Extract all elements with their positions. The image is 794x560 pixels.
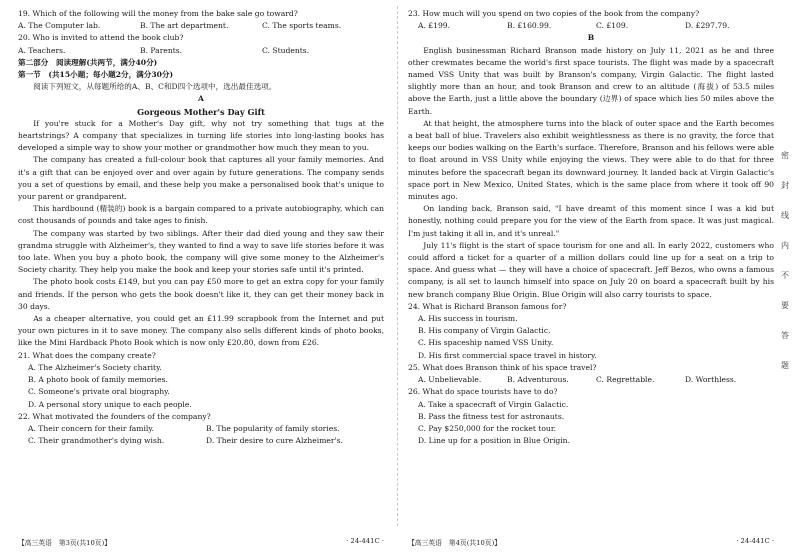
passage-b-paragraph: At that height, the atmosphere turns into the black of outer space and the Earth becomes a beat ball of blue. Travelers also exhibit weightlessness as there is no gravity, the force that keeps our bodies walking on the Earth's surface. Therefore, Branson and his fellows were able to float around in VSS Unity while enjoying the views. They were able to do that for three minutes before the spacecraft began its downward journey. It landed back at Virgin Galactic's space port in New Mexico, United States, which is the same place from where it took off 90 minutes ago.: [408, 118, 774, 202]
question-19-options: [18, 20, 384, 32]
question-22-option-c: C. Their grandmother's dying wish.: [28, 436, 165, 446]
question-26-option-b: B. Pass the fitness test for astronauts.: [418, 411, 565, 421]
passage-a-title: Gorgeous Mother's Day Gift: [137, 106, 265, 117]
instruction-text: 阅读下列短文，从每题所给的A、B、C和D四个选项中，选出最佳选项。: [33, 82, 277, 92]
left-footer-page: 【高三英语 第3页(共10页)】: [18, 539, 112, 547]
passage-b-paragraph: English businessman Richard Branson made history on July 11, 2021 as he and three other crewmates became the world's first space tourists. The flight was made by a spacecraft named VSS Unity that was built by Branson's company, Virgin Galactic. The flight lasted slightly more than an hour, and took Branson and crew to an altitude (海拔) of 53.5 miles above the Earth, just a little above the boundary (边界) of space which lies 50 miles above the Earth.: [408, 45, 774, 116]
question-21-option-d: D. A personal story unique to each people.: [28, 399, 192, 409]
left-column: [18, 8, 384, 447]
seal-char: 要: [781, 301, 789, 310]
question-24-option-d: D. His first commercial space travel in history.: [418, 350, 597, 360]
passage-b-paragraph: On landing back, Branson said, "I have dreamt of this moment since I was a kid but honestly, nothing could prepare you for the view of the Earth from space. It was just magical. I'm just taking it all in, and it's unreal.": [408, 204, 774, 238]
question-22-option-b: B. The popularity of family stories.: [206, 423, 340, 433]
question-21-option-a: A. The Alzheimer's Society charity.: [28, 362, 162, 372]
question-24-stem: 24. What is Richard Branson famous for?: [408, 301, 567, 311]
question-23-option-d: D. £297.79.: [685, 21, 730, 31]
question-23-option-a: A. £199.: [418, 21, 451, 31]
right-column: [408, 8, 774, 447]
question-20-option-a: A. Teachers.: [18, 45, 66, 55]
question-23-stem: 23. How much will you spend on two copies of the book from the company?: [408, 9, 700, 18]
right-footer-code: · 24-441C ·: [736, 537, 774, 545]
question-26-option-a: A. Take a spacecraft of Virgin Galactic.: [418, 399, 569, 409]
question-19-option-a: A. The Computer lab.: [18, 21, 101, 31]
question-20-options: [18, 45, 384, 57]
passage-a-paragraph: If you're stuck for a Mother's Day gift, why not try something that tugs at the heartstrings? A company that specializes in turning life stories into long-lasting books has developed a simple way to show your mother or grandmother how much they mean to you.: [18, 118, 384, 153]
question-23-option-c: C. £109.: [596, 21, 629, 31]
question-23-option-b: B. £160.99.: [507, 21, 552, 31]
right-footer: [408, 537, 774, 547]
section-1-heading: 第一节 (共15小题；每小题2分，满分30分): [18, 70, 174, 80]
question-24-option-c: C. His spaceship named VSS Unity.: [418, 338, 554, 348]
left-footer: [18, 537, 384, 547]
passage-a-paragraph: As a cheaper alternative, you could get an £11.99 scrapbook from the Internet and put your own pictures in it to save money. The company also sells different kinds of photo books, like the Mini Hardback Photo Book which is now only £20.80, down from £26.: [18, 314, 384, 348]
question-26-option-c: C. Pay $250,000 for the rocket tour.: [418, 423, 557, 433]
question-25-option-c: C. Regrettable.: [596, 375, 655, 385]
question-20-stem: 20. Who is invited to attend the book club?: [18, 33, 184, 43]
question-21-stem: 21. What does the company create?: [18, 350, 156, 360]
seal-char: 题: [781, 361, 789, 370]
question-20-option-c: C. Students.: [262, 45, 310, 55]
left-footer-code: · 24-441C ·: [346, 537, 384, 545]
question-19-option-c: C. The sports teams.: [262, 21, 342, 31]
right-footer-page: 【高三英语 第4页(共10页)】: [408, 539, 502, 547]
seal-char: 线: [781, 211, 789, 220]
part-2-heading: 第二部分 阅读理解(共两节，满分40分): [18, 57, 158, 67]
passage-a-paragraph: The company has created a full-colour book that captures all your family memories. And it's a gift that can be enjoyed over and over again by future generations. The company sends you a set of questions by email, and these help you make a personalised book that's unique to your parent or grandparent.: [18, 155, 384, 202]
question-21-option-c: C. Someone's private oral biography.: [28, 387, 170, 397]
passage-a-paragraph: The photo book costs £149, but you can pay £50 more to get an extra copy for your family and friends. If the person who gets the book doesn't like it, they can get their money back in 30 days.: [18, 277, 384, 311]
question-26-option-d: D. Line up for a position in Blue Origin.: [418, 436, 570, 446]
question-25-option-b: B. Adventurous.: [507, 375, 569, 385]
question-22-stem: 22. What motivated the founders of the company?: [18, 411, 211, 421]
column-divider: [397, 6, 398, 526]
seal-line-notice: [781, 150, 791, 371]
question-25-option-d: D. Worthless.: [685, 375, 737, 385]
question-26-stem: 26. What do space tourists have to do?: [408, 387, 558, 397]
question-22-option-a: A. Their concern for their family.: [28, 423, 155, 433]
question-25-options: [418, 374, 774, 386]
passage-b-paragraph: July 11's flight is the start of space tourism for one and all. In early 2022, customers who could afford a ticket for a quarter of a million dollars could line up for a seat on a trip to space. And guess what — they will have a choice of spacecraft. Jeff Bezos, who owns a famous company, is all set to launch himself into space on July 20 on board a spacecraft built by his new branch company Blue Origin. Blue Origin will also carry tourists to space.: [408, 240, 774, 299]
passage-b-label: B: [587, 33, 595, 43]
question-21-option-b: B. A photo book of family memories.: [28, 375, 168, 385]
question-25-stem: 25. What does Branson think of his space travel?: [408, 362, 597, 372]
seal-char: 内: [781, 241, 789, 250]
seal-char: 封: [781, 181, 789, 190]
question-19-option-b: B. The art department.: [140, 21, 229, 31]
passage-a-label: A: [198, 94, 204, 104]
question-22-options: [28, 423, 384, 447]
passage-a-paragraph: The company was started by two siblings. After their dad died young and they saw their grandma struggle with Alzheimer's, they wanted to find a way to save life stories before it was too late. When you buy a photo book, the company will give some money to the Alzheimer's Society charity. They help you make the book and keep your stories safe until it's printed.: [18, 228, 384, 275]
seal-char: 密: [781, 151, 789, 160]
question-24-option-b: B. His company of Virgin Galactic.: [418, 326, 551, 336]
passage-a-paragraph: This hardbound (精装的) book is a bargain compared to a private autobiography, which can cost thousands of pounds and take ages to finish.: [18, 204, 384, 226]
seal-char: 答: [781, 331, 789, 340]
seal-char: 不: [781, 271, 789, 280]
question-19-stem: 19. Which of the following will the money from the bake sale go toward?: [18, 9, 298, 18]
question-23-options: [418, 20, 774, 32]
question-20-option-b: B. Parents.: [140, 45, 183, 55]
question-22-option-d: D. Their desire to cure Alzheimer's.: [206, 436, 343, 446]
question-24-option-a: A. His success in tourism.: [418, 314, 518, 324]
question-25-option-a: A. Unbelievable.: [418, 375, 482, 385]
